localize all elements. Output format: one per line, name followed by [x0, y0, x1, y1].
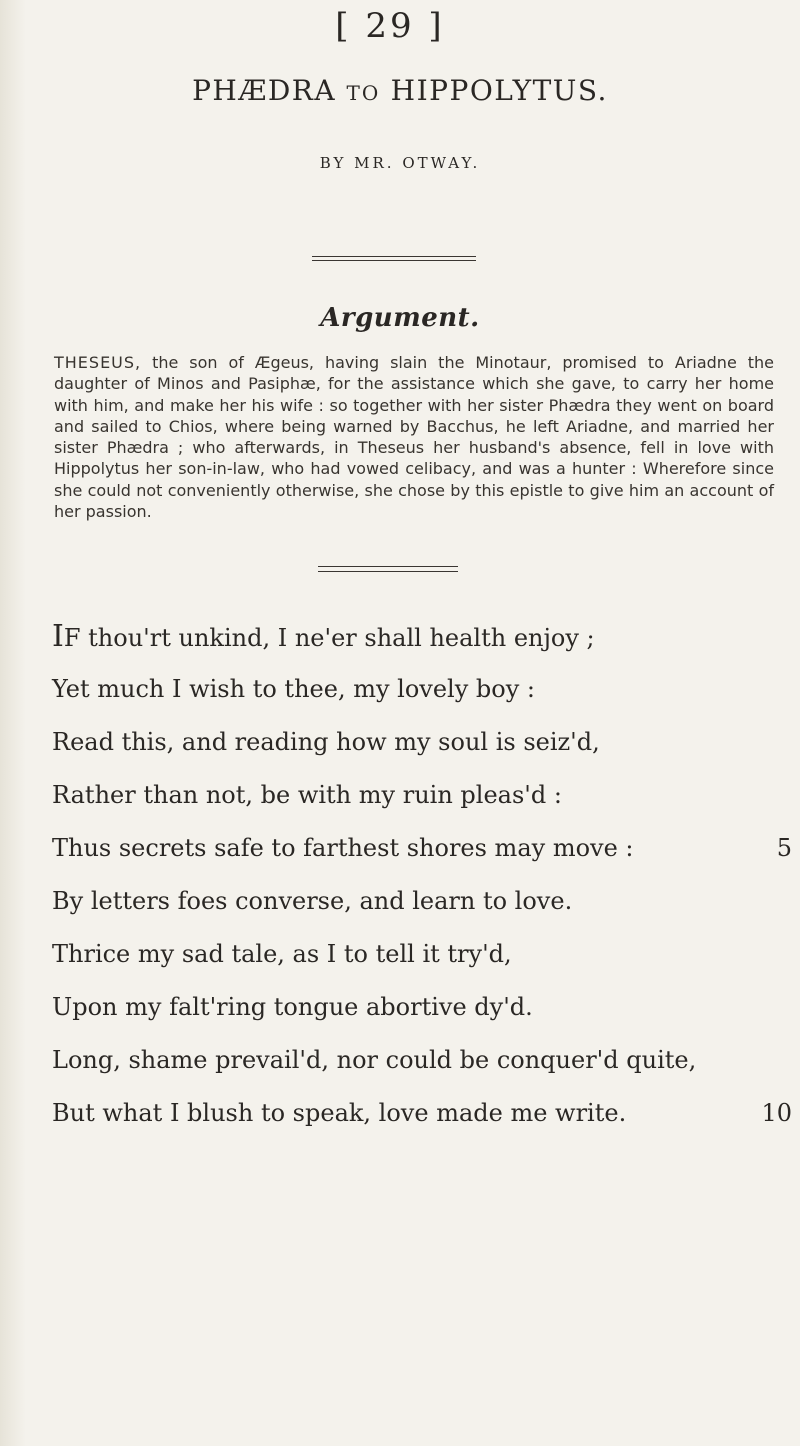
- poem-line: [52, 822, 792, 875]
- poem-body: [52, 610, 792, 1140]
- poem-line-text: Long, shame prevail'd, nor could be conquer'd quite,: [52, 1046, 697, 1074]
- poem-line-text: Read this, and reading how my soul is seiz'd,: [52, 728, 600, 756]
- argument-lead: THESEUS,: [54, 353, 142, 372]
- line-number: 10: [761, 1099, 792, 1127]
- poem-line-text: Thrice my sad tale, as I to tell it try'd,: [52, 940, 512, 968]
- poem-line: [52, 928, 792, 981]
- poem-line-text: But what I blush to speak, love made me write.: [52, 1099, 627, 1127]
- argument-heading: Argument.: [320, 303, 480, 333]
- poem-line: [52, 663, 792, 716]
- page-edge-shadow: [0, 0, 26, 1446]
- poem-line-text: Thus secrets safe to farthest shores may move :: [52, 834, 634, 862]
- drop-cap: I: [52, 619, 64, 654]
- poem-line-text: By letters foes converse, and learn to love.: [52, 887, 573, 915]
- section-rule-upper: [318, 566, 458, 567]
- title-hippolytus: HIPPOLYTUS.: [390, 74, 608, 107]
- poem-line-text: F thou'rt unkind, I ne'er shall health enjoy ;: [63, 624, 595, 652]
- poem-title: [120, 74, 680, 107]
- line-number: 5: [776, 834, 792, 862]
- poem-line: [52, 875, 792, 928]
- poem-line-text: Yet much I wish to thee, my lovely boy :: [52, 675, 535, 703]
- argument-paragraph: [54, 352, 774, 522]
- author-byline: BY MR. OTWAY.: [319, 154, 481, 172]
- title-rule-lower: [312, 260, 476, 261]
- poem-line-text: Upon my falt'ring tongue abortive dy'd.: [52, 993, 533, 1021]
- title-phaedra: PHÆDRA: [192, 74, 337, 107]
- poem-line: [52, 1034, 792, 1087]
- poem-line: [52, 981, 792, 1034]
- title-rule-upper: [312, 256, 476, 257]
- poem-line: [52, 1087, 792, 1140]
- argument-text: the son of Ægeus, having slain the Minotaur, promised to Ariadne the daughter of Minos and Pasiphæ, for the assistance which she gave, to carry her home with him, and make her his wife : so together with her sister Phædra they went on board and sailed to Chios, where being warned by Bacchus, he left Ariadne, and married her sister Phædra ; who afterwards, in Theseus her husband's absence, fell in love with Hippolytus her son-in-law, who had vowed celibacy, and was a hunter : Wherefore since she could not conveniently otherwise, she chose by this epistle to give him an account of her passion.: [54, 353, 774, 522]
- poem-line: [52, 716, 792, 769]
- section-rule-lower: [318, 571, 458, 572]
- title-to: TO: [346, 81, 381, 105]
- poem-line: [52, 769, 792, 822]
- poem-line-text: Rather than not, be with my ruin pleas'd :: [52, 781, 562, 809]
- page-number: [ 29 ]: [335, 6, 445, 46]
- poem-line: [52, 610, 792, 663]
